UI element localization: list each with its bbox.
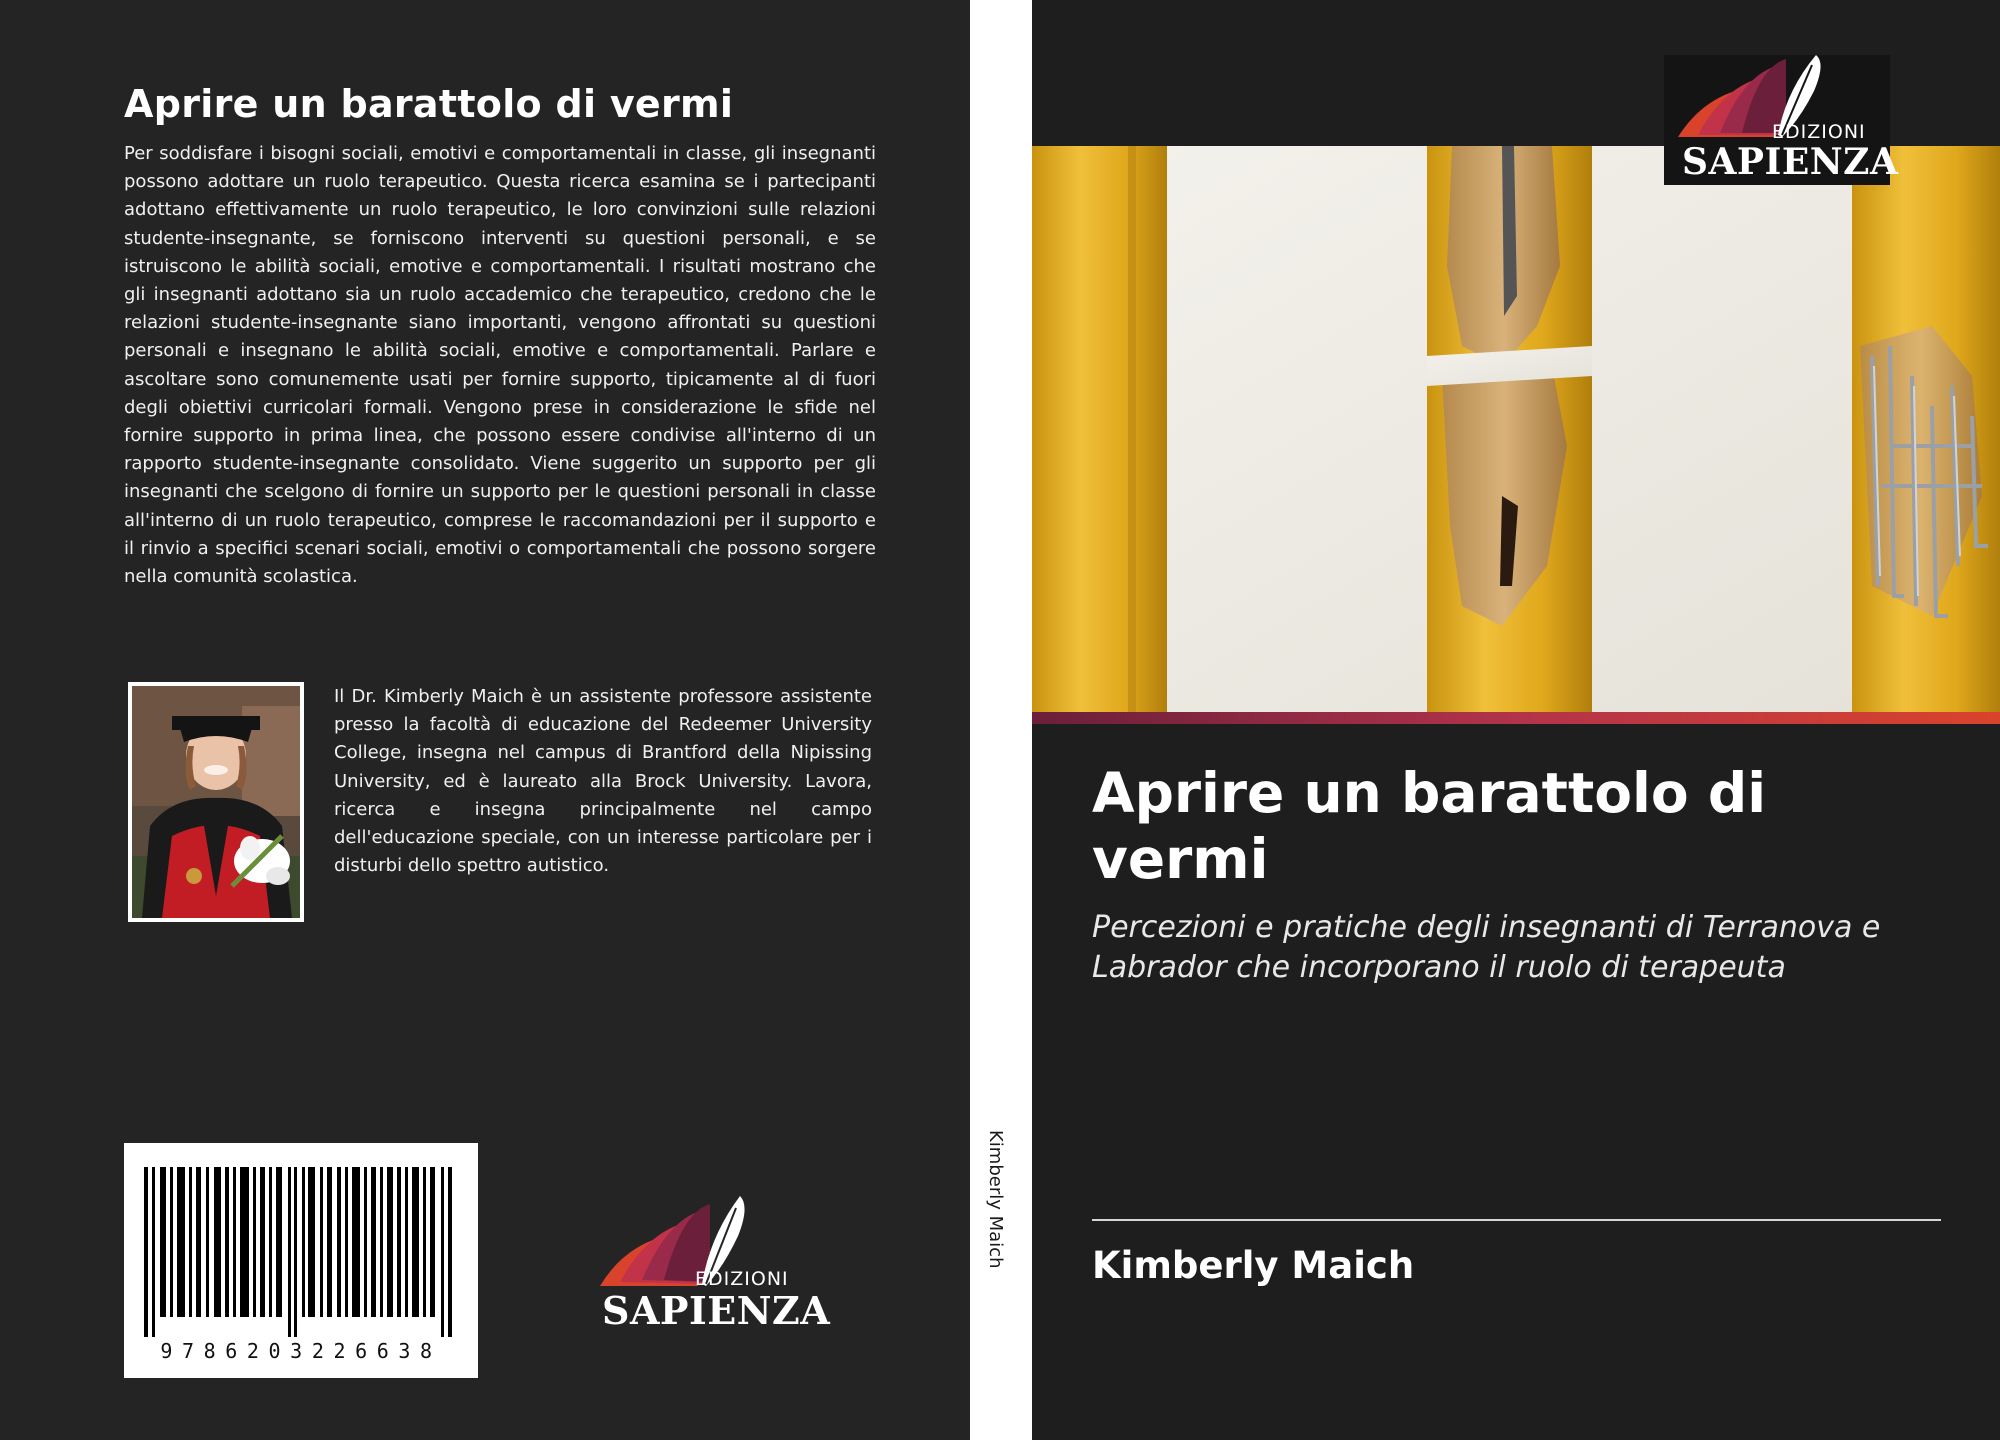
author-bio: Il Dr. Kimberly Maich è un assistente professore assistente presso la facoltà di educazione del Redeemer University College, insegna nel campus di Brantford della Nipissing University, ed è laureato alla Brock University. Lavora, ricerca e insegna principalmente nel campo dell'educazione speciale, con un interesse particolare per i disturbi dello spettro autistico. <box>334 686 872 877</box>
spine-author: Kimberly Maich <box>985 1130 1006 1269</box>
publisher-edizioni: EDIZIONI <box>695 1268 789 1290</box>
author-portrait-image <box>132 686 300 918</box>
publisher-sapienza: SAPIENZA <box>1682 141 1899 183</box>
isbn-number: 9786203226638 <box>160 1339 442 1363</box>
back-cover-title: Aprire un barattolo di vermi <box>124 82 734 126</box>
author-photo <box>128 682 304 922</box>
broken-pencils-image <box>1032 146 2000 712</box>
accent-stripe <box>1032 712 2000 724</box>
back-cover-blurb: Per soddisfare i bisogni sociali, emotivi e comportamentali in classe, gli insegnanti possono adottare un ruolo terapeutico. Questa ricerca esamina se i partecipanti adottano effettivamente un ruolo terapeutico, le loro convinzioni sulle relazioni studente-insegnante, se forniscono interventi su questioni personali, e se istruiscono le abilità sociali, emotive e comportamentali. I risultati mostrano che gli insegnanti adottano sia un ruolo accademico che terapeutico, credono che le relazioni studente-insegnante siano importanti, vengono affrontati su questioni personali e insegnano le abilità sociali, emotive e comportamentali. Parlare e ascoltare sono comunemente usati per fornire supporto, tipicamente al di fuori degli obiettivi curricolari formali. Vengono prese in considerazione le sfide nel fornire supporto in prima linea, che possono essere condivise all'interno di un rapporto studente-insegnante consolidato. Viene suggerito un supporto per gli insegnanti che scelgono di fornire un supporto per le questioni personali in classe all'interno di un ruolo terapeutico, comprese le raccomandazioni per il supporto e il rinvio a specifici scenari sociali, emotivi o comportamentali che possono sorgere nella comunità scolastica. <box>124 143 876 588</box>
barcode-bars <box>144 1167 458 1337</box>
back-cover <box>0 0 970 1440</box>
front-cover-subtitle: Percezioni e pratiche degli insegnanti di Terranova e Labrador che incorporano il ruolo di terapeuta <box>1092 910 1881 985</box>
isbn-barcode <box>124 1143 478 1378</box>
publisher-logo-back <box>590 1196 831 1334</box>
publisher-logo-front <box>1664 55 1899 185</box>
front-cover-title: Aprire un barattolo di vermi <box>1092 761 1767 891</box>
front-cover <box>1032 0 2000 1440</box>
publisher-edizioni: EDIZIONI <box>1772 121 1866 143</box>
title-divider <box>1092 1219 1941 1221</box>
publisher-sapienza: SAPIENZA <box>602 1288 831 1333</box>
front-cover-author: Kimberly Maich <box>1092 1244 1415 1287</box>
